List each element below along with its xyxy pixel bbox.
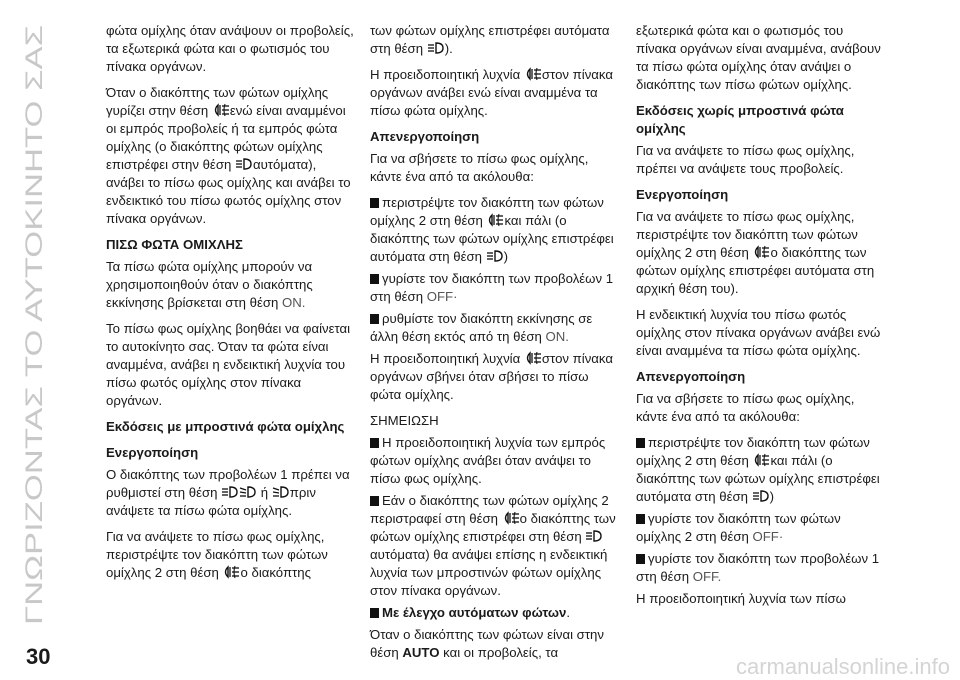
paragraph: φώτα ομίχλης όταν ανάψουν οι προβολείς, τα εξωτερικά φώτα και ο φωτισμός του πίνακα οργάνων.: [106, 23, 354, 74]
paragraph: εξωτερικά φώτα και ο φωτισμός του πίνακα οργάνων είναι αναμμένα, ανάβουν τα πίσω φώτα ομίχλης όταν ανάψει ο διακόπτης των πίσω φώτων ομίχλης.: [636, 23, 881, 92]
heading-deactivation: Απενεργοποίηση: [370, 129, 480, 144]
paragraph: Για να ανάψετε το πίσω φως ομίχλης, πρέπει να ανάψετε τους προβολείς.: [636, 143, 855, 176]
section-title-vertical: [2, 18, 52, 628]
auto-light-icon: [235, 157, 253, 171]
paragraph: Όταν ο διακόπτης των φώτων ομίχλης γυρίζει στην θέση ενώ είναι αναμμένοι οι εμπρός προβολείς ή τα εμπρός φώτα ομίχλης (ο διακόπτης φώτων ομίχλης επιστρέφει στην θέση αυτόματα), ανάβει το πίσω φως ομίχλης και ανάβει το ενδεικτικό του πίσω φωτός ομίχλης στον πίνακα οργάνων.: [106, 85, 351, 226]
paragraph: Η ενδεικτική λυχνία του πίσω φωτός ομίχλης στον πίνακα οργάνων ανάβει ενώ είναι αναμμένα τα πίσω φώτα ομίχλης.: [636, 307, 881, 358]
paragraph: Όταν ο διακόπτης των φώτων είναι στην θέση AUTO και οι προβολείς, τα: [370, 627, 604, 660]
auto-light-icon: [486, 249, 504, 263]
bullet-icon: [636, 514, 645, 524]
bullet-icon: [370, 496, 379, 506]
rear-fog-icon: [524, 351, 542, 365]
auto-light-icon: [427, 41, 445, 55]
bullet-item: γυρίστε τον διακόπτη των προβολέων 1 στη θέση OFF.: [636, 551, 880, 584]
paragraph: Ο διακόπτης των προβολέων 1 πρέπει να ρυθμιστεί στη θέση ή πριν ανάψετε τα πίσω φώτα ομίχλης.: [106, 467, 350, 518]
bullet-item: περιστρέψτε τον διακόπτη των φώτων ομίχλης 2 στη θέση και πάλι (ο διακόπτης των φώτων ομίχλης επιστρέφει αυτόματα στη θέση ): [636, 435, 880, 504]
heading-rear-fog-lights: ΠΙΣΩ ΦΩΤΑ ΟΜΙΧΛΗΣ: [106, 237, 243, 252]
bullet-icon: [370, 608, 379, 618]
bullet-item: γυρίστε τον διακόπτη των φώτων ομίχλης 2 στη θέση OFF·: [636, 511, 841, 544]
rear-fog-icon: [524, 67, 542, 81]
auto-light-icon: [752, 489, 770, 503]
paragraph: των φώτων ομίχλης επιστρέφει αυτόματα στη θέση ).: [370, 23, 610, 56]
rear-fog-icon: [486, 213, 504, 227]
paragraph: Για να ανάψετε το πίσω φως ομίχλης, περιστρέψτε τον διακόπτη των φώτων ομίχλης 2 στη θέση ο διακόπτης των φώτων ομίχλης επιστρέφει αυτόματα στη αρχική θέση του).: [636, 209, 875, 296]
heading-deactivation: Απενεργοποίηση: [636, 369, 746, 384]
heading-without-front-fog: Εκδόσεις χωρίς μπροστινά φώτα ομίχλης: [636, 103, 844, 136]
note-heading: ΣΗΜΕΙΩΣΗ: [370, 413, 439, 428]
paragraph: Για να σβήσετε το πίσω φως ομίχλης, κάντε ένα από τα ακόλουθα:: [370, 151, 589, 184]
rear-fog-icon: [752, 453, 770, 467]
column-1: [106, 22, 356, 590]
rear-fog-icon: [752, 245, 770, 259]
bullet-item: ρυθμίστε τον διακόπτη εκκίνησης σε άλλη θέση εκτός από τη θέση ON.: [370, 311, 593, 344]
column-2: [370, 22, 620, 670]
bullet-item: Η προειδοποιητική λυχνία των εμπρός φώτων ομίχλης ανάβει όταν ανάψει το πίσω φως ομίχλης.: [370, 435, 606, 486]
heading-with-front-fog: Εκδόσεις με μπροστινά φώτα ομίχλης: [106, 419, 345, 434]
bullet-item: Εάν ο διακόπτης των φώτων ομίχλης 2 περιστραφεί στη θέση ο διακόπτης των φώτων ομίχλης επιστρέφει στη θέση αυτόματα) θα ανάψει επίσης η ενδεικτική λυχνία των μπροστινών φώτων ομίχλης στον πίνακα οργάνων.: [370, 493, 616, 598]
paragraph: Το πίσω φως ομίχλης βοηθάει να φαίνεται το αυτοκίνητο σας. Όταν τα φώτα είναι αναμμένα, ανάβει η ενδεικτική λυχνία του πίσω φωτός ομίχλης στον πίνακα οργάνων.: [106, 321, 351, 408]
paragraph: Η προειδοποιητική λυχνία στον πίνακα οργάνων σβήνει όταν σβήσει το πίσω φώτα ομίχλης.: [370, 351, 613, 402]
auto-light-icon: [221, 485, 239, 499]
column-3: [636, 22, 886, 616]
bullet-icon: [370, 438, 379, 448]
bullet-icon: [370, 274, 379, 284]
bullet-item: περιστρέψτε τον διακόπτη των φώτων ομίχλης 2 στη θέση και πάλι (ο διακόπτης των φώτων ομίχλης επιστρέφει αυτόματα στη θέση ): [370, 195, 614, 264]
bullet-icon: [370, 198, 379, 208]
paragraph: Τα πίσω φώτα ομίχλης μπορούν να χρησιμοποιηθούν όταν ο διακόπτης εκκίνησης βρίσκεται στη θέση ON.: [106, 259, 313, 310]
bullet-icon: [636, 438, 645, 448]
rear-fog-icon: [222, 565, 240, 579]
paragraph: Η προειδοποιητική λυχνία στον πίνακα οργάνων ανάβει ενώ είναι αναμμένα τα πίσω φώτα ομίχλης.: [370, 67, 613, 118]
watermark: carmanualsonline.info: [735, 654, 950, 679]
paragraph: Για να σβήσετε το πίσω φως ομίχλης, κάντε ένα από τα ακόλουθα:: [636, 391, 855, 424]
bullet-item: Με έλεγχο αυτόματων φώτων.: [370, 604, 620, 622]
bullet-icon: [370, 314, 379, 324]
bullet-item: γυρίστε τον διακόπτη των προβολέων 1 στη θέση OFF·: [370, 271, 614, 304]
low-beam-icon: [272, 485, 290, 499]
auto-light-icon: [585, 529, 603, 543]
paragraph: Για να ανάψετε το πίσω φως ομίχλης, περιστρέψτε τον διακόπτη των φώτων ομίχλης 2 στη θέση ο διακόπτης: [106, 529, 328, 580]
heading-activation: Ενεργοποίηση: [106, 445, 199, 460]
paragraph: Η προειδοποιητική λυχνία των πίσω: [636, 591, 846, 606]
bullet-icon: [636, 554, 645, 564]
low-beam-icon: [239, 485, 257, 499]
rear-fog-icon: [212, 103, 230, 117]
section-title: ΓΝΩΡΙΖΟΝΤΑΣ ΤΟ ΑΥΤΟΚΙΝΗΤΟ ΣΑΣ: [21, 209, 48, 625]
heading-activation: Ενεργοποίηση: [636, 187, 729, 202]
rear-fog-icon: [502, 511, 520, 525]
page-number: 30: [26, 644, 51, 669]
